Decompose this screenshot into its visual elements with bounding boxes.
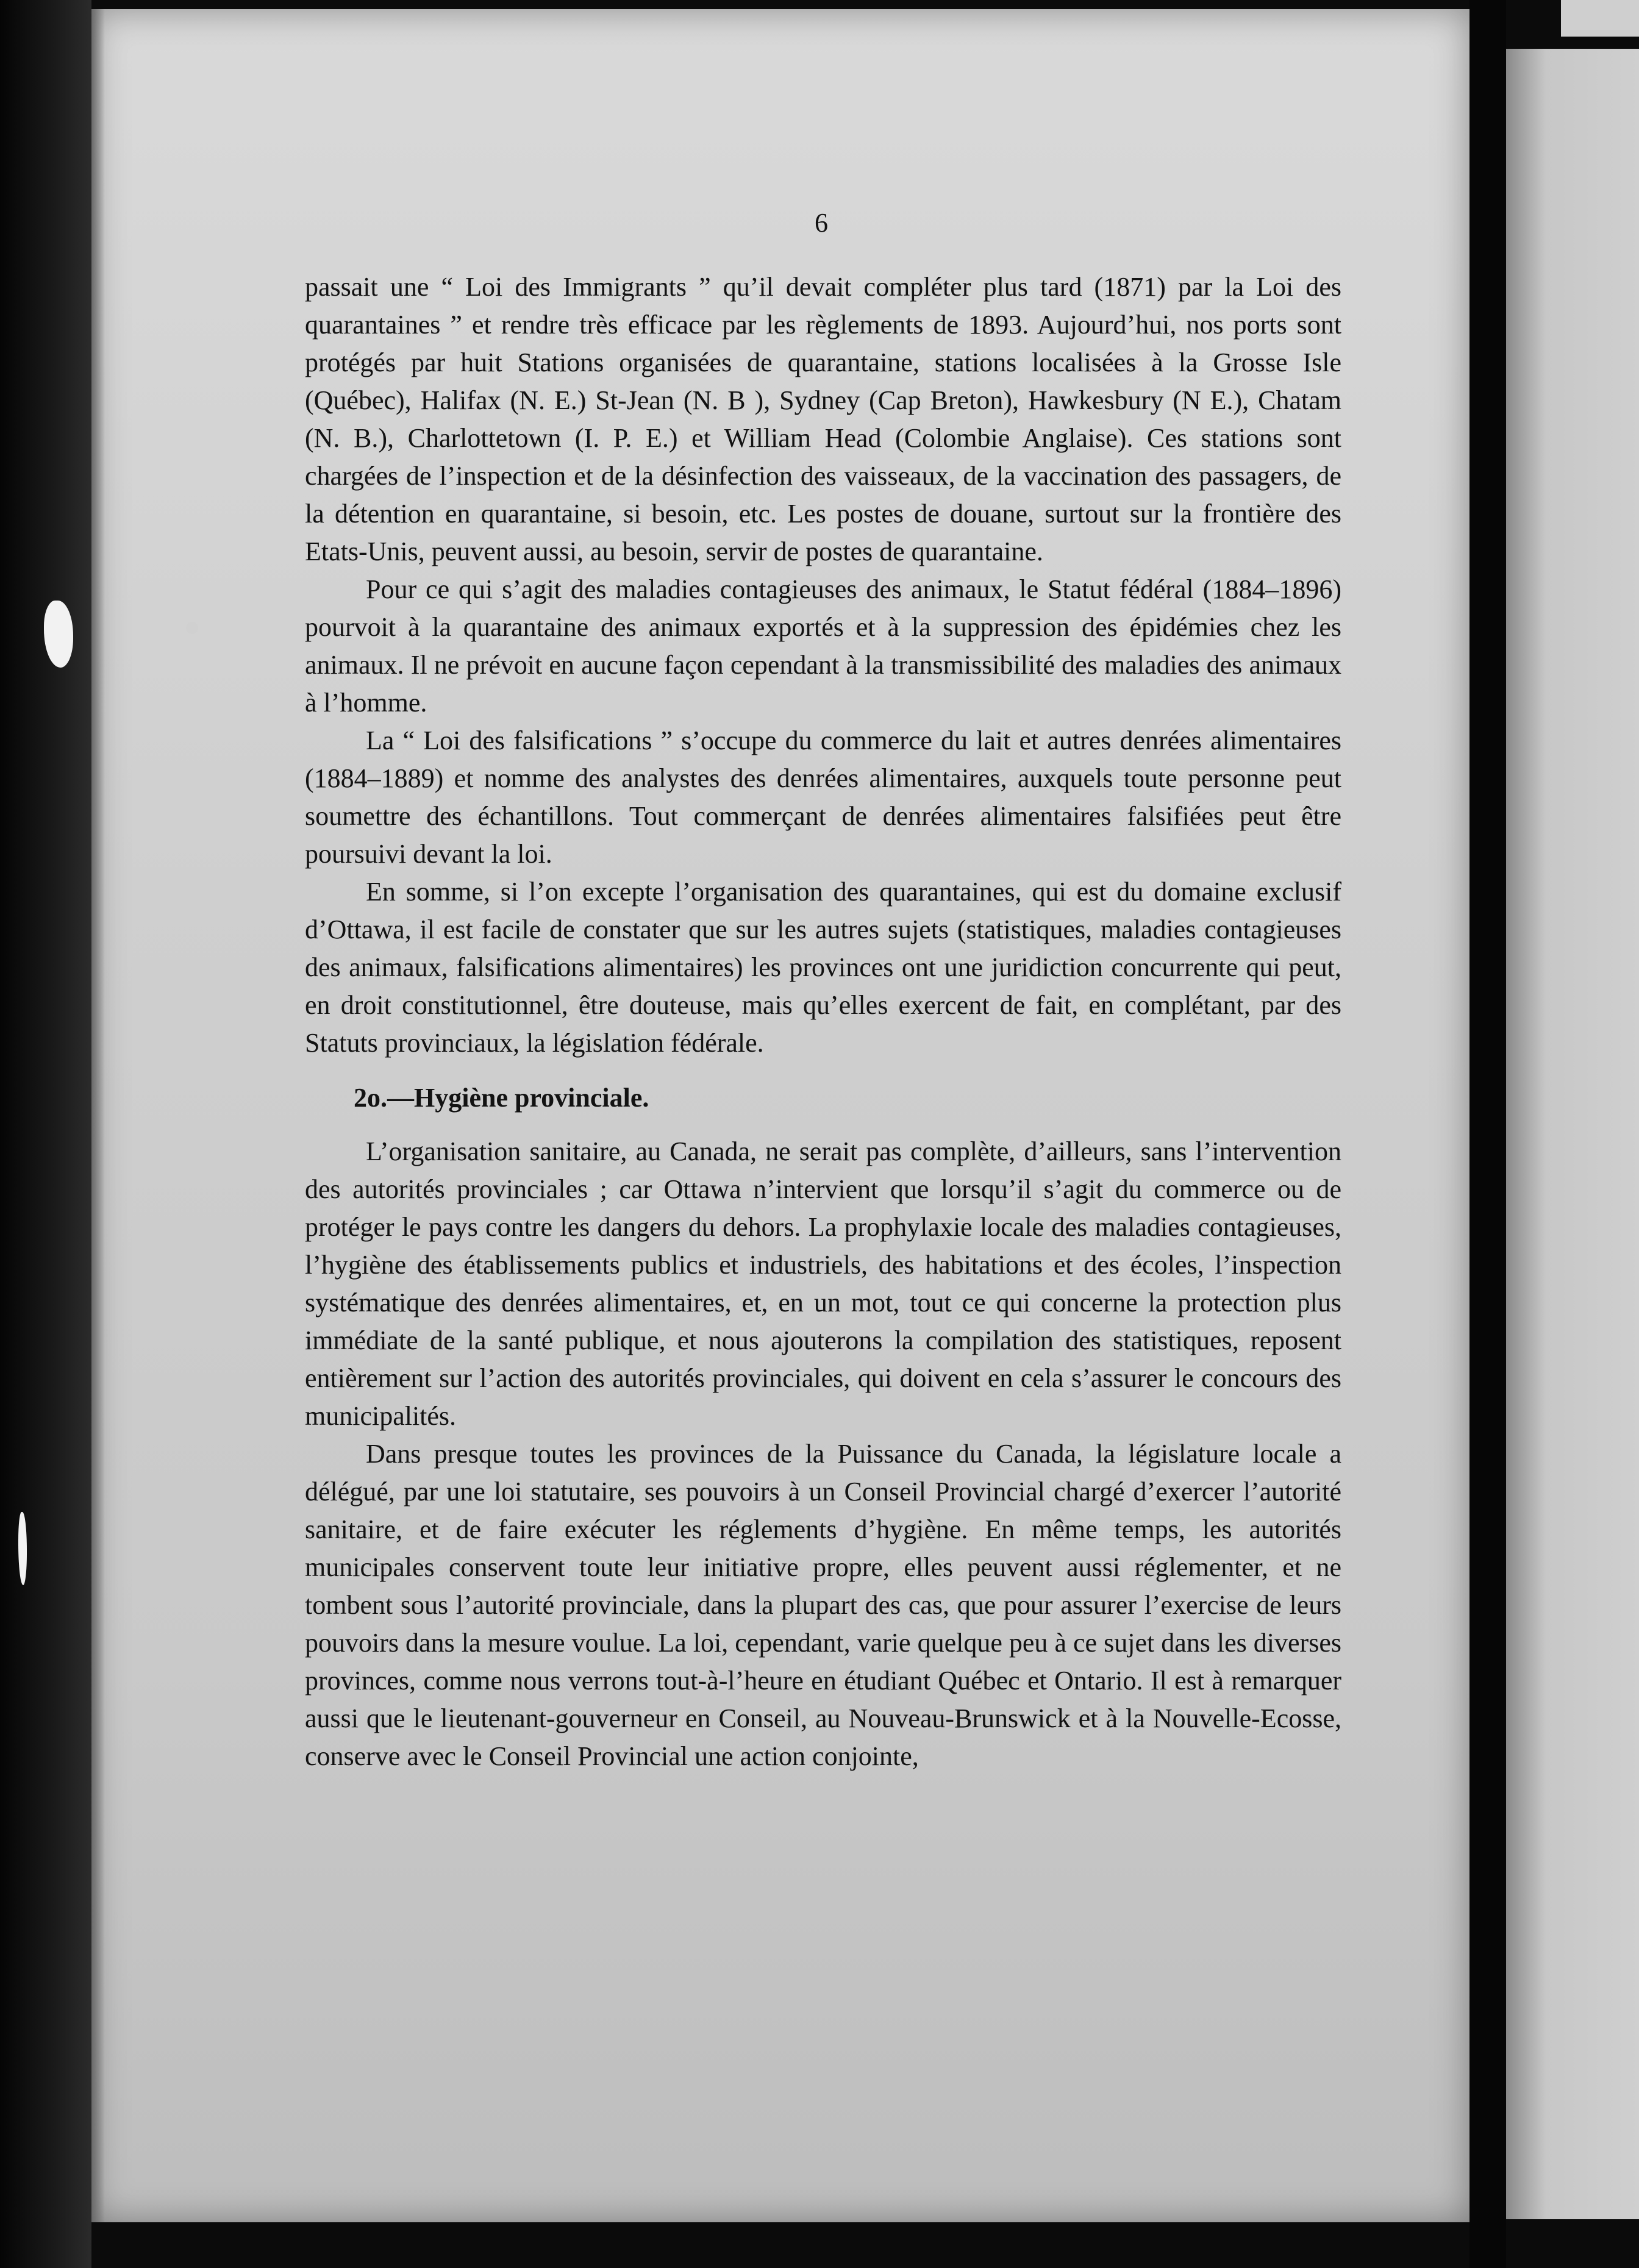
binding-edge [0,0,91,2268]
body-text [305,268,1341,1775]
paragraph: Pour ce qui s’agit des maladies contagieuses des animaux, le Statut fédéral (1884–1896) pourvoit à la quarantaine des animaux exportés et à la suppression des épidémies chez les animaux. Il ne prévoit en aucune façon cependant à la transmissibilité des maladies des animaux à l’homme. [305,574,1341,718]
paragraph: La “ Loi des falsifications ” s’occupe du commerce du lait et autres denrées alimentaires (1884–1889) et nomme des analystes des denrées alimentaires, auxquels toute personne peut soumettre des échantillons. Tout commerçant de denrées alimentaires falsifiées peut être poursuivi devant la loi. [305,726,1341,869]
paragraph: En somme, si l’on excepte l’organisation des quarantaines, qui est du domaine exclusif d’Ottawa, il est facile de constater que sur les autres sujets (statistiques, maladies contagieuses des animaux, falsifications alimentaires) les provinces ont une juridiction concurrente qui peut, en droit constitutionnel, être douteuse, mais qu’elles exercent de fait, en complétant, par des Statuts provinciaux, la législation fédérale. [305,877,1341,1058]
page-number: 6 [815,208,828,238]
adjacent-page-corner [1561,0,1639,37]
adjacent-page-edge [1506,49,1639,2219]
gutter [1469,0,1506,2268]
paper-damage-mark [18,1512,27,1585]
section-heading: 2o.—Hygiène provinciale. [354,1083,649,1113]
paragraph: L’organisation sanitaire, au Canada, ne serait pas complète, d’ailleurs, sans l’intervention des autorités provinciales ; car Ottawa n’intervient que lorsqu’il s’agit du commerce ou de protéger le pays contre les dangers du dehors. La prophylaxie locale des maladies contagieuses, l’hygiène des établissements publics et industriels, des habitations et des écoles, l’inspection systématique des denrées alimentaires, et, en un mot, tout ce qui concerne la protection plus immédiate de la santé publique, et nous ajouterons la compilation des statistiques, reposent entièrement sur l’action des autorités provinciales, qui doivent en cela s’assurer le concours des municipalités. [305,1136,1341,1431]
paragraph: Dans presque toutes les provinces de la Puissance du Canada, la législature locale a délégué, par une loi statutaire, ses pouvoirs à un Conseil Provincial chargé d’exercer l’autorité sanitaire, et de faire exécuter les réglements d’hygiène. En même temps, les autorités municipales conservent toute leur initiative propre, elles peuvent aussi réglementer, et ne tombent sous l’autorité provinciale, dans la plupart des cas, que pour assurer l’exercise de leurs pouvoirs dans la mesure voulue. La loi, cependant, varie quelque peu à ce sujet dans les diverses provinces, comme nous verrons tout-à-l’heure en étudiant Québec et Ontario. Il est à remarquer aussi que le lieutenant-gouverneur en Conseil, au Nouveau-Brunswick et à la Nouvelle-Ecosse, conserve avec le Conseil Provincial une action conjointe, [305,1439,1341,1771]
paper-damage-mark [186,622,198,634]
paragraph: passait une “ Loi des Immigrants ” qu’il devait compléter plus tard (1871) par la Loi des quarantaines ” et rendre très efficace par les règlements de 1893. Aujourd’hui, nos ports sont protégés par huit Stations organisées de quarantaine, stations localisées à la Grosse Isle (Québec), Halifax (N. E.) St-Jean (N. B ), Sydney (Cap Breton), Hawkesbury (N E.), Chatam (N. B.), Charlottetown (I. P. E.) et William Head (Colombie Anglaise). Ces stations sont chargées de l’inspection et de la désinfection des vaisseaux, de la vaccination des passagers, de la détention en quarantaine, si besoin, etc. Les postes de douane, surtout sur la frontière des Etats-Unis, peuvent aussi, au besoin, servir de postes de quarantaine. [305,272,1341,566]
page-shadow-edge [91,9,105,2222]
